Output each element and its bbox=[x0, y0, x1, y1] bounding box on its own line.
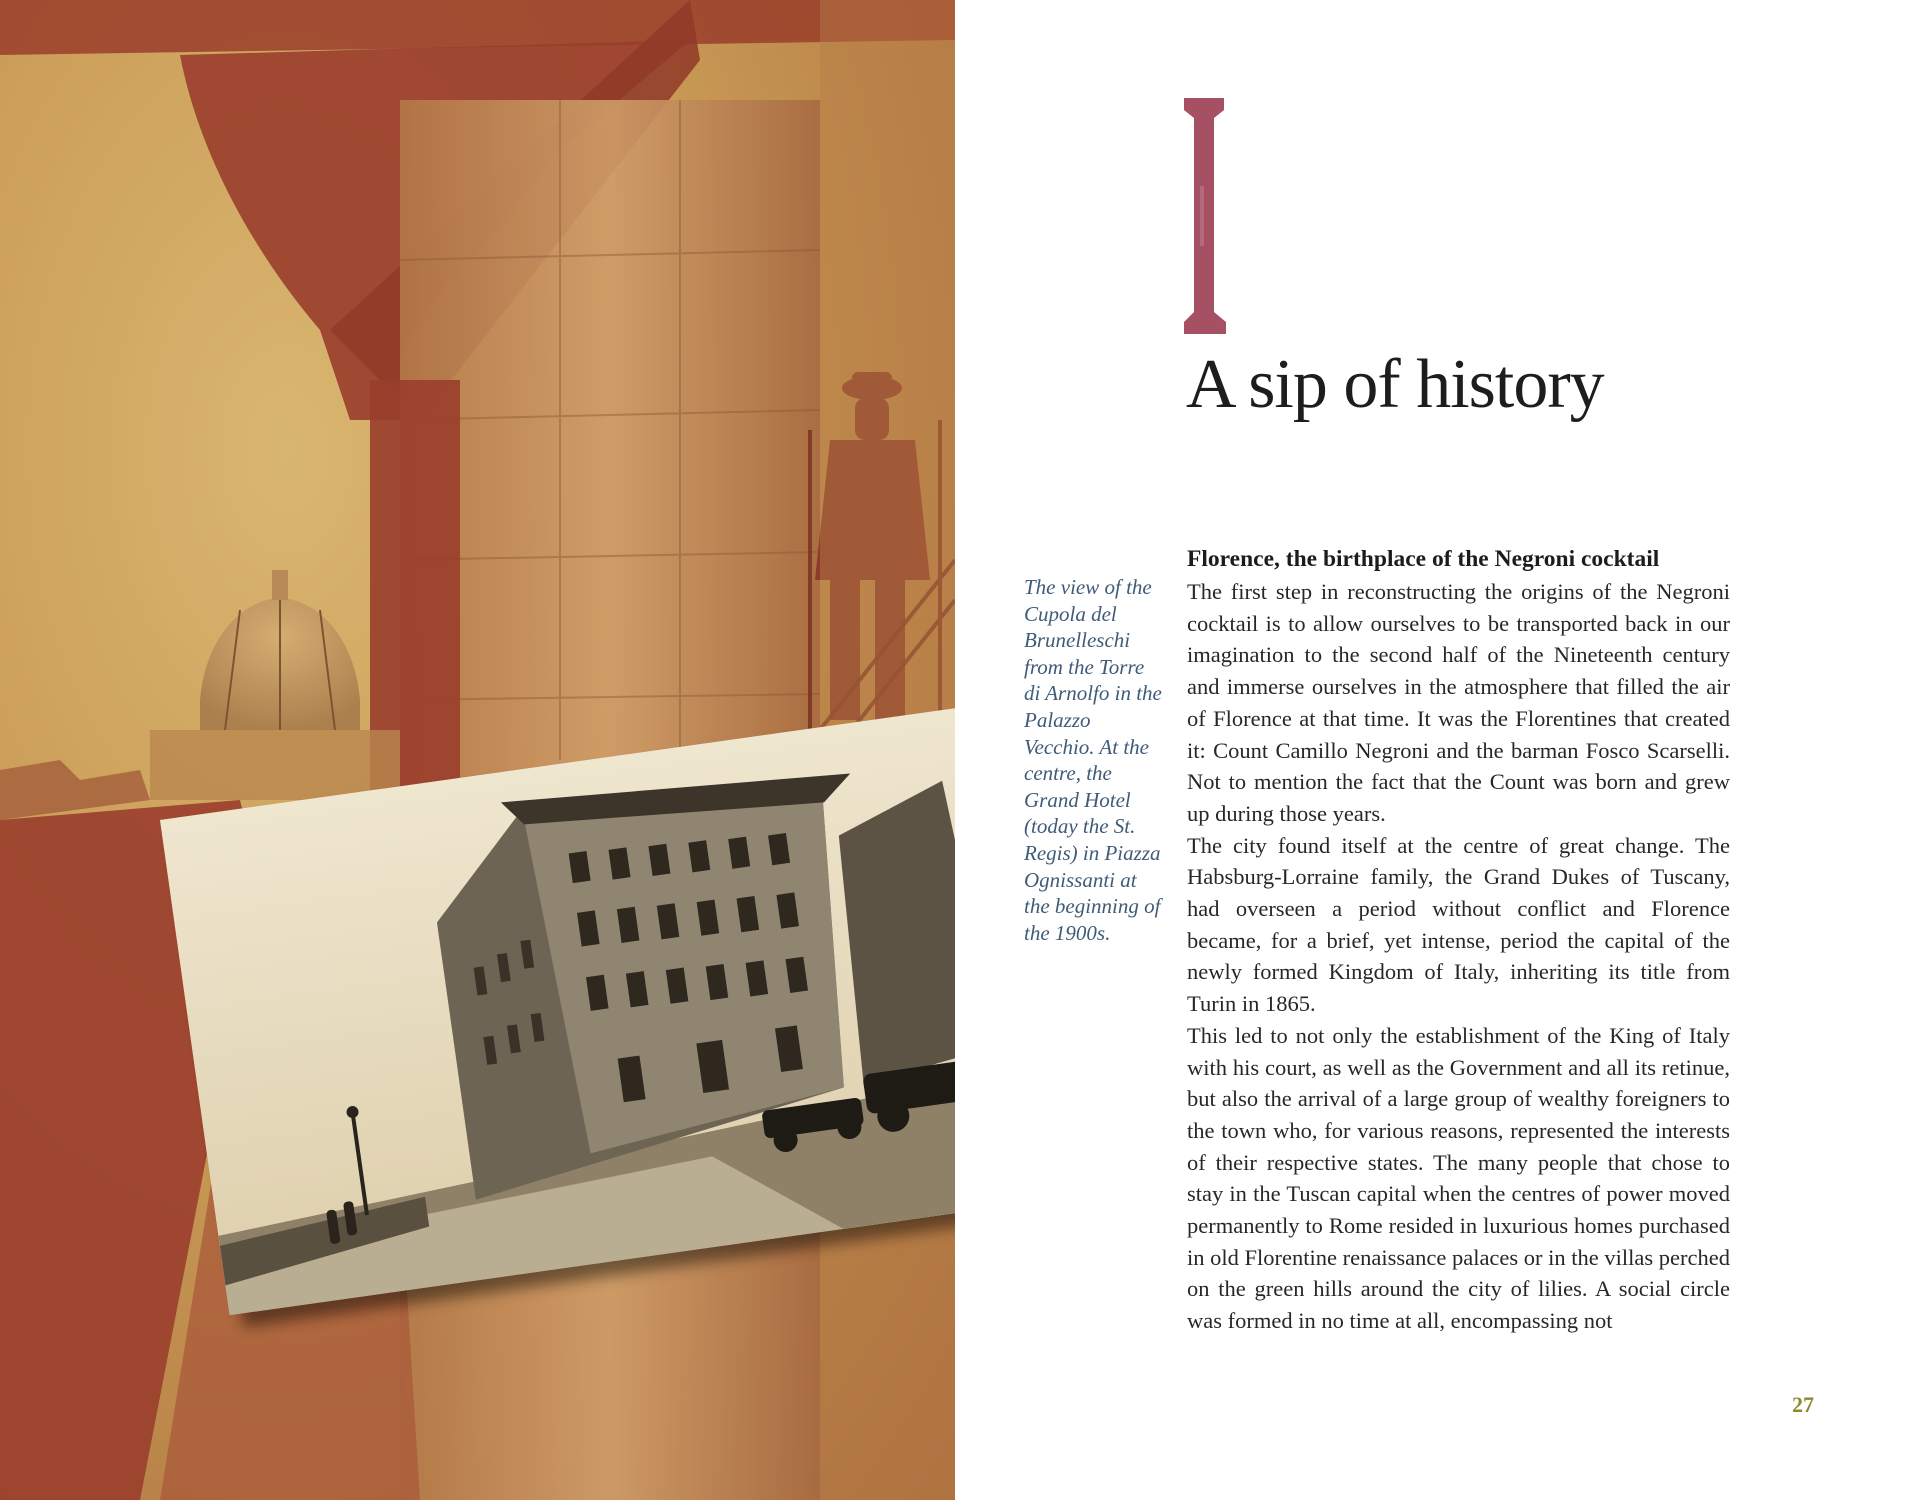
photo-caption: The view of the Cupola del Brunelleschi from the Torre di Arnolfo in the Palazzo Vecchio. At the centre, the Grand Hotel (today the St. Regis) in Piazza Ognissanti at the beginning of the 1900s. bbox=[1024, 575, 1162, 945]
paragraph: This led to not only the establishment of the King of Italy with his court, as well as the Government and all its retinue, but also the arrival of a large group of wealthy foreigners to the town who, for various reasons, represented the interests of their respective states. The many people that chose to stay in the Tuscan capital when the centres of power moved permanently to Rome resided in luxurious homes purchased in old Florentine renaissance palaces or in the villas perched on the green hills around the city of lilies. A social circle was formed in no time at all, encompassing not bbox=[1187, 1022, 1730, 1334]
cathedral-dome-illustration bbox=[150, 570, 400, 800]
chapter-title: A sip of history bbox=[1186, 346, 1604, 423]
chapter-number bbox=[1180, 96, 1230, 336]
section-heading: Florence, the birthplace of the Negroni cocktail bbox=[1187, 546, 1660, 572]
paragraph: The first step in reconstructing the origins of the Negroni cocktail is to allow ourselves to be transported back in our imagination to the second half of the Nineteenth century and immerse ourselves in the atmosphere that filled the air of Florence at that time. It was the Florentines that created it: Count Camillo Negroni and the barman Fosco Scarselli. Not to mention the fact that the Count was born and grew up during those years. bbox=[1187, 579, 1730, 826]
chapter-number-ornamental-numeral bbox=[1180, 96, 1230, 336]
left-page-photo-collage bbox=[0, 0, 955, 1500]
body-text-column bbox=[1187, 542, 1730, 1337]
paragraph: The city found itself at the centre of great change. The Habsburg-Lorraine family, the Grand Dukes of Tuscany, had overseen a period without conflict and Florence became, for a brief, yet intense, period the capital of the newly formed Kingdom of Italy, inheriting its title from Turin in 1865. bbox=[1187, 832, 1730, 1017]
page-number: 27 bbox=[1792, 1392, 1814, 1417]
